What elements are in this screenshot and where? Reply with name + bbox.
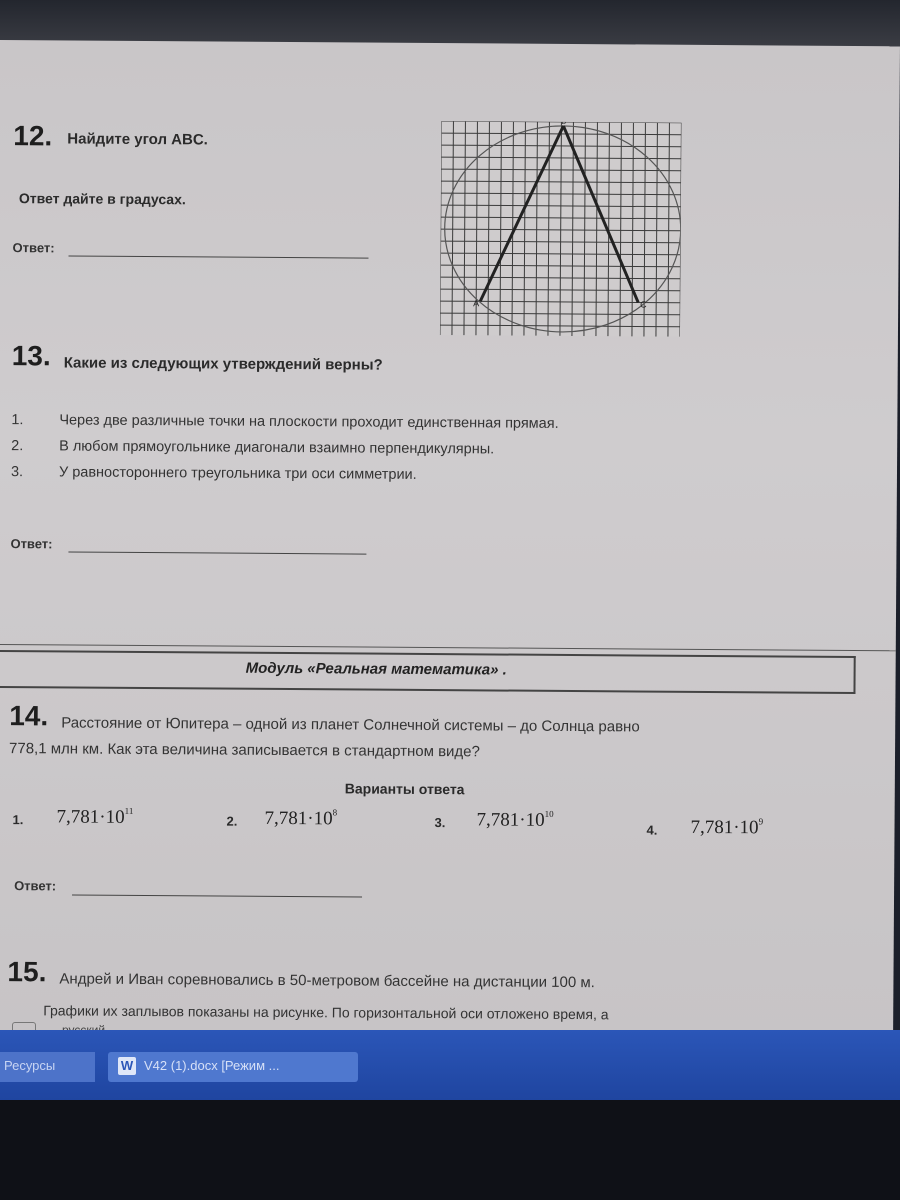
monitor-bottom-bezel xyxy=(0,1100,900,1200)
task-15-line2: Графики их заплывов показаны на рисунке. По горизонтальной оси отложено время, а xyxy=(43,1002,609,1023)
task-12-number: 12. xyxy=(13,120,53,152)
option-3-value[interactable]: $7,781\cdot 10^{10}$ xyxy=(476,808,554,831)
statement-2: 2. В любом прямоугольнике диагонали взаимно перпендикулярны. xyxy=(11,438,495,458)
option-2-number: 2. xyxy=(226,813,238,829)
task-14-question-line1: Расстояние от Юпитера – одной из планет Солнечной системы – до Солнца равно xyxy=(61,714,640,736)
task-14-answer-line[interactable] xyxy=(72,895,362,898)
point-a-label: A xyxy=(473,298,480,309)
task-15-number: 15. xyxy=(7,956,47,988)
options-title: Варианты ответа xyxy=(344,780,465,798)
task-14-number: 14. xyxy=(9,700,49,732)
taskbar-window-button[interactable] xyxy=(108,1052,358,1082)
task-13-question: Какие из следующих утверждений верны? xyxy=(63,354,383,374)
task-12-question: Найдите угол ABC. xyxy=(67,130,208,149)
grid-figure-svg xyxy=(440,121,681,337)
document-page xyxy=(0,40,900,1041)
task-13-number: 13. xyxy=(11,340,51,372)
taskbar xyxy=(0,1030,900,1100)
option-1-value[interactable]: $7,781\cdot 10^{11}$ xyxy=(56,805,134,828)
task-12-figure xyxy=(440,121,682,342)
statement-3: 3. У равностороннего треугольника три оси симметрии. xyxy=(10,464,417,483)
option-4-value[interactable]: $7,781\cdot 10^9$ xyxy=(690,816,764,839)
point-c-label: C xyxy=(640,299,647,310)
task-12-answer-label: Ответ: xyxy=(12,240,55,256)
option-2-value[interactable]: $7,781\cdot 10^8$ xyxy=(264,807,338,830)
task-15-line1: Андрей и Иван соревновались в 50-метровом бассейне на дистанции 100 м. xyxy=(59,970,595,992)
option-3-number: 3. xyxy=(434,815,446,831)
option-4-number: 4. xyxy=(646,822,658,838)
task-13-answer-line[interactable] xyxy=(68,551,366,554)
point-b-label: B xyxy=(561,121,567,126)
module-title: Модуль «Реальная математика» . xyxy=(245,659,507,679)
taskbar-window-label: V42 (1).docx [Режим ... xyxy=(144,1058,280,1073)
task-14-question-line2: 778,1 млн км. Как эта величина записывается в стандартном виде? xyxy=(8,740,480,761)
task-12-answer-line[interactable] xyxy=(68,255,368,258)
task-14-answer-label: Ответ: xyxy=(14,878,57,894)
taskbar-left-item[interactable]: Ресурсы xyxy=(0,1052,95,1082)
task-12-hint: Ответ дайте в градусах. xyxy=(18,190,186,208)
task-13-answer-label: Ответ: xyxy=(10,536,53,552)
word-icon: W xyxy=(118,1057,136,1075)
statement-1: 1. Через две различные точки на плоскости проходит единственная прямая. xyxy=(11,412,559,432)
option-1-number: 1. xyxy=(12,812,24,828)
